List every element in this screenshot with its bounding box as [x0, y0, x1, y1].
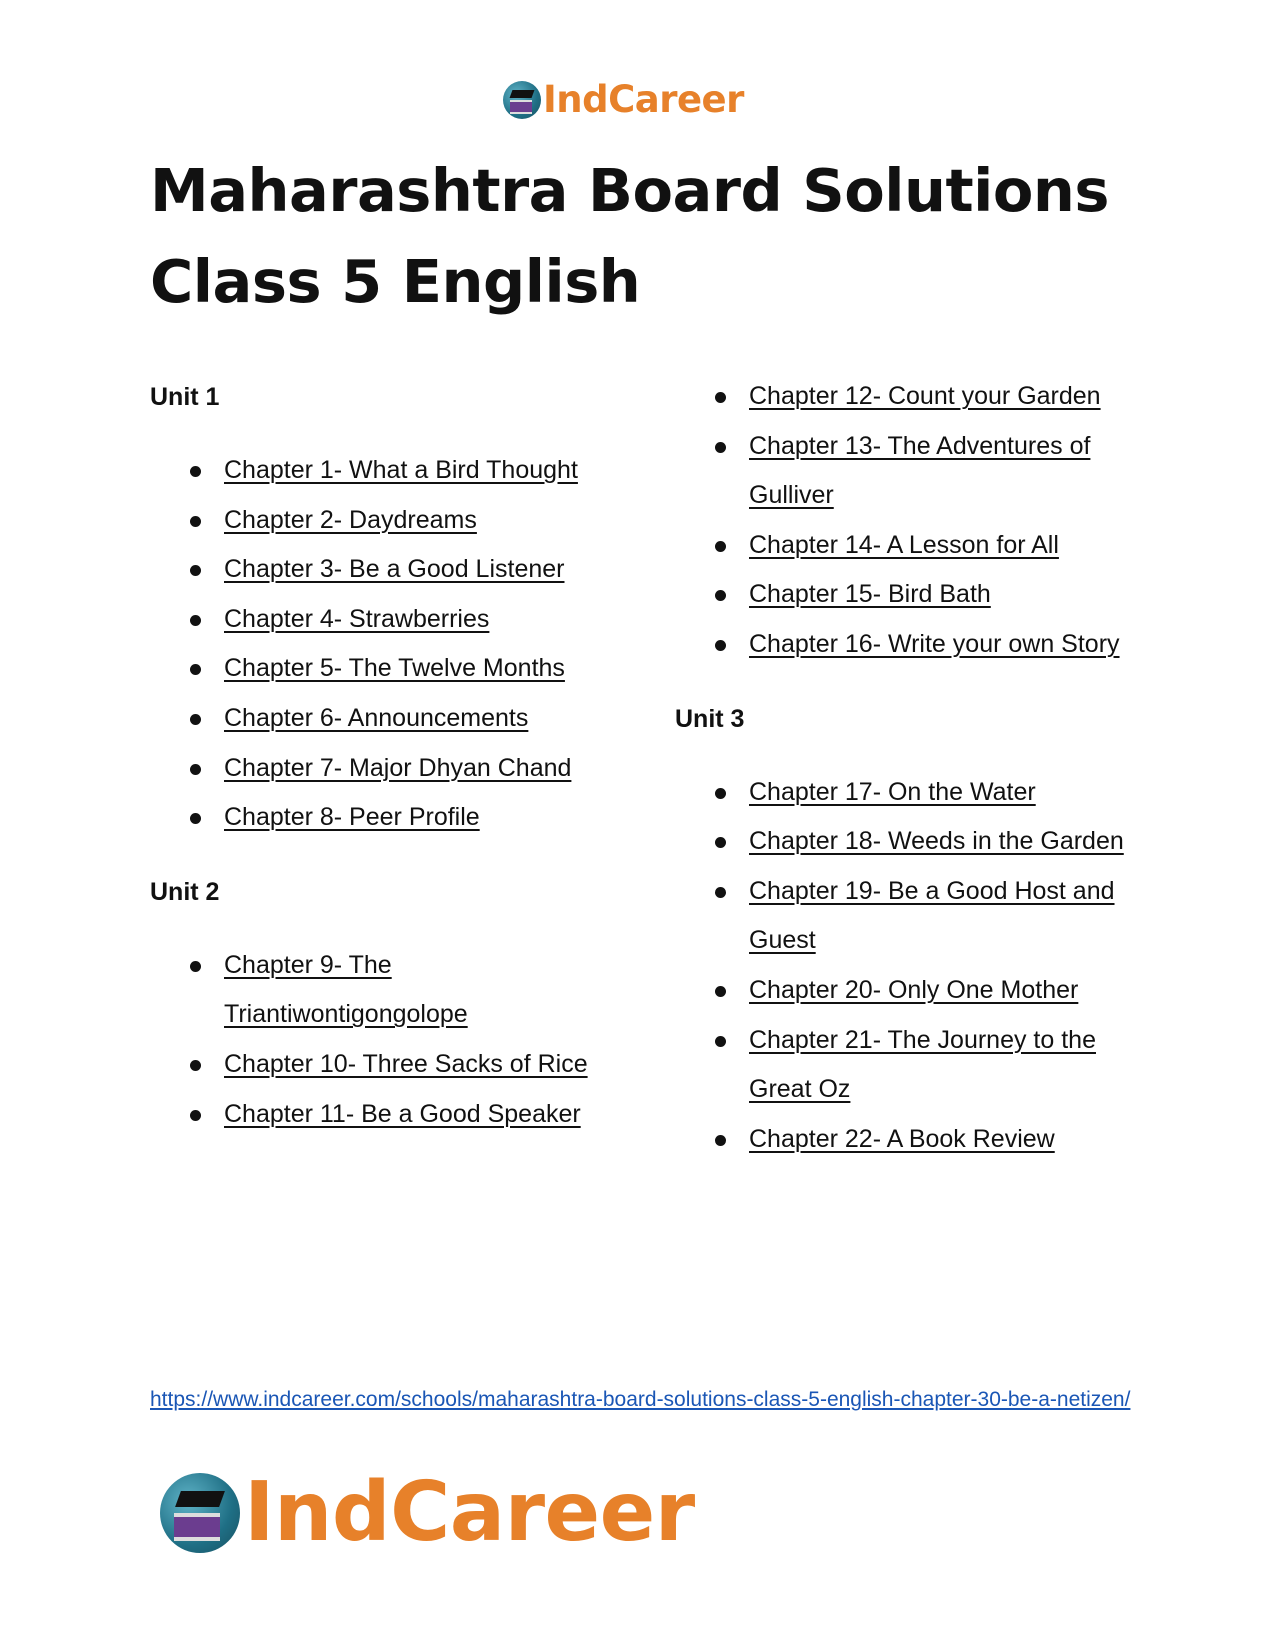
chapter-link[interactable]: Chapter 19- Be a Good Host and Guest	[749, 876, 1115, 955]
chapter-list-item	[675, 570, 1145, 620]
chapter-link[interactable]: Chapter 8- Peer Profile	[224, 803, 480, 832]
chapter-link[interactable]: Chapter 2- Daydreams	[224, 505, 477, 534]
unit-1-chapter-list	[150, 446, 630, 843]
chapter-link[interactable]: Chapter 11- Be a Good Speaker	[224, 1099, 581, 1128]
chapter-link[interactable]: Chapter 6- Announcements	[224, 703, 529, 732]
chapter-link[interactable]: Chapter 1- What a Bird Thought	[224, 456, 578, 484]
chapter-link[interactable]: Chapter 9- The Triantiwontigongolope	[224, 950, 468, 1029]
chapter-link[interactable]: Chapter 18- Weeds in the Garden	[749, 827, 1124, 856]
chapter-list-item	[150, 793, 630, 843]
chapter-link[interactable]: Chapter 15- Bird Bath	[749, 580, 991, 609]
chapter-list-item	[150, 694, 630, 744]
title-line-1: Maharashtra Board Solutions	[150, 156, 1110, 225]
chapter-list-item	[150, 644, 630, 694]
page-title	[150, 145, 1150, 327]
chapter-list-item	[150, 595, 630, 645]
chapter-link[interactable]: Chapter 17- On the Water	[749, 777, 1036, 806]
unit-heading-2: Unit 2	[150, 877, 220, 906]
chapter-list-item	[150, 744, 630, 794]
logo-wordmark: IndCareer	[543, 78, 744, 121]
unit-heading-1: Unit 1	[150, 383, 220, 411]
chapter-list-item	[150, 496, 630, 546]
footer-logo	[160, 1465, 695, 1560]
chapter-list-item	[675, 620, 1145, 670]
chapter-list-item	[150, 1040, 630, 1090]
unit-3-chapter-list	[675, 768, 1145, 1165]
unit-2-chapter-list	[150, 941, 630, 1139]
unit-2-continued-chapter-list	[675, 372, 1145, 670]
header-logo	[503, 78, 744, 121]
chapter-list-item	[150, 1090, 630, 1140]
chapter-link[interactable]: Chapter 21- The Journey to the Great Oz	[749, 1025, 1096, 1104]
chapter-list-item	[675, 966, 1145, 1016]
chapter-list-item	[675, 1016, 1145, 1115]
chapter-link[interactable]: Chapter 20- Only One Mother	[749, 975, 1079, 1004]
left-column	[150, 372, 630, 1173]
chapter-link[interactable]: Chapter 16- Write your own Story	[749, 629, 1120, 658]
chapter-link[interactable]: Chapter 7- Major Dhyan Chand	[224, 753, 572, 782]
chapter-list-item	[675, 1115, 1145, 1165]
source-url-link[interactable]: https://www.indcareer.com/schools/maharashtra-board-solutions-class-5-english-chapter-30-be-a-netizen/	[150, 1388, 1131, 1411]
chapter-list-item	[675, 817, 1145, 867]
graduation-cap-book-icon	[503, 81, 541, 119]
chapter-list-item	[150, 941, 630, 1040]
chapter-link[interactable]: Chapter 12- Count your Garden	[749, 382, 1101, 410]
chapter-link[interactable]: Chapter 4- Strawberries	[224, 604, 490, 633]
footer-logo-wordmark: IndCareer	[244, 1465, 695, 1560]
chapter-link[interactable]: Chapter 14- A Lesson for All	[749, 530, 1059, 559]
chapter-link[interactable]: Chapter 13- The Adventures of Gulliver	[749, 431, 1091, 510]
right-column	[675, 372, 1145, 1198]
chapter-list-item	[150, 545, 630, 595]
chapter-list-item	[675, 867, 1145, 966]
chapter-link[interactable]: Chapter 22- A Book Review	[749, 1124, 1055, 1153]
chapter-list-item	[675, 422, 1145, 521]
title-line-2: Class 5 English	[150, 247, 641, 316]
chapter-link[interactable]: Chapter 10- Three Sacks of Rice	[224, 1049, 588, 1078]
unit-heading-3: Unit 3	[675, 704, 745, 733]
graduation-cap-book-icon	[160, 1473, 240, 1553]
chapter-list-item	[675, 768, 1145, 818]
chapter-list-item	[150, 446, 630, 496]
chapter-link[interactable]: Chapter 3- Be a Good Listener	[224, 555, 565, 584]
chapter-list-item	[675, 521, 1145, 571]
chapter-list-item	[675, 372, 1145, 422]
chapter-link[interactable]: Chapter 5- The Twelve Months	[224, 654, 565, 683]
